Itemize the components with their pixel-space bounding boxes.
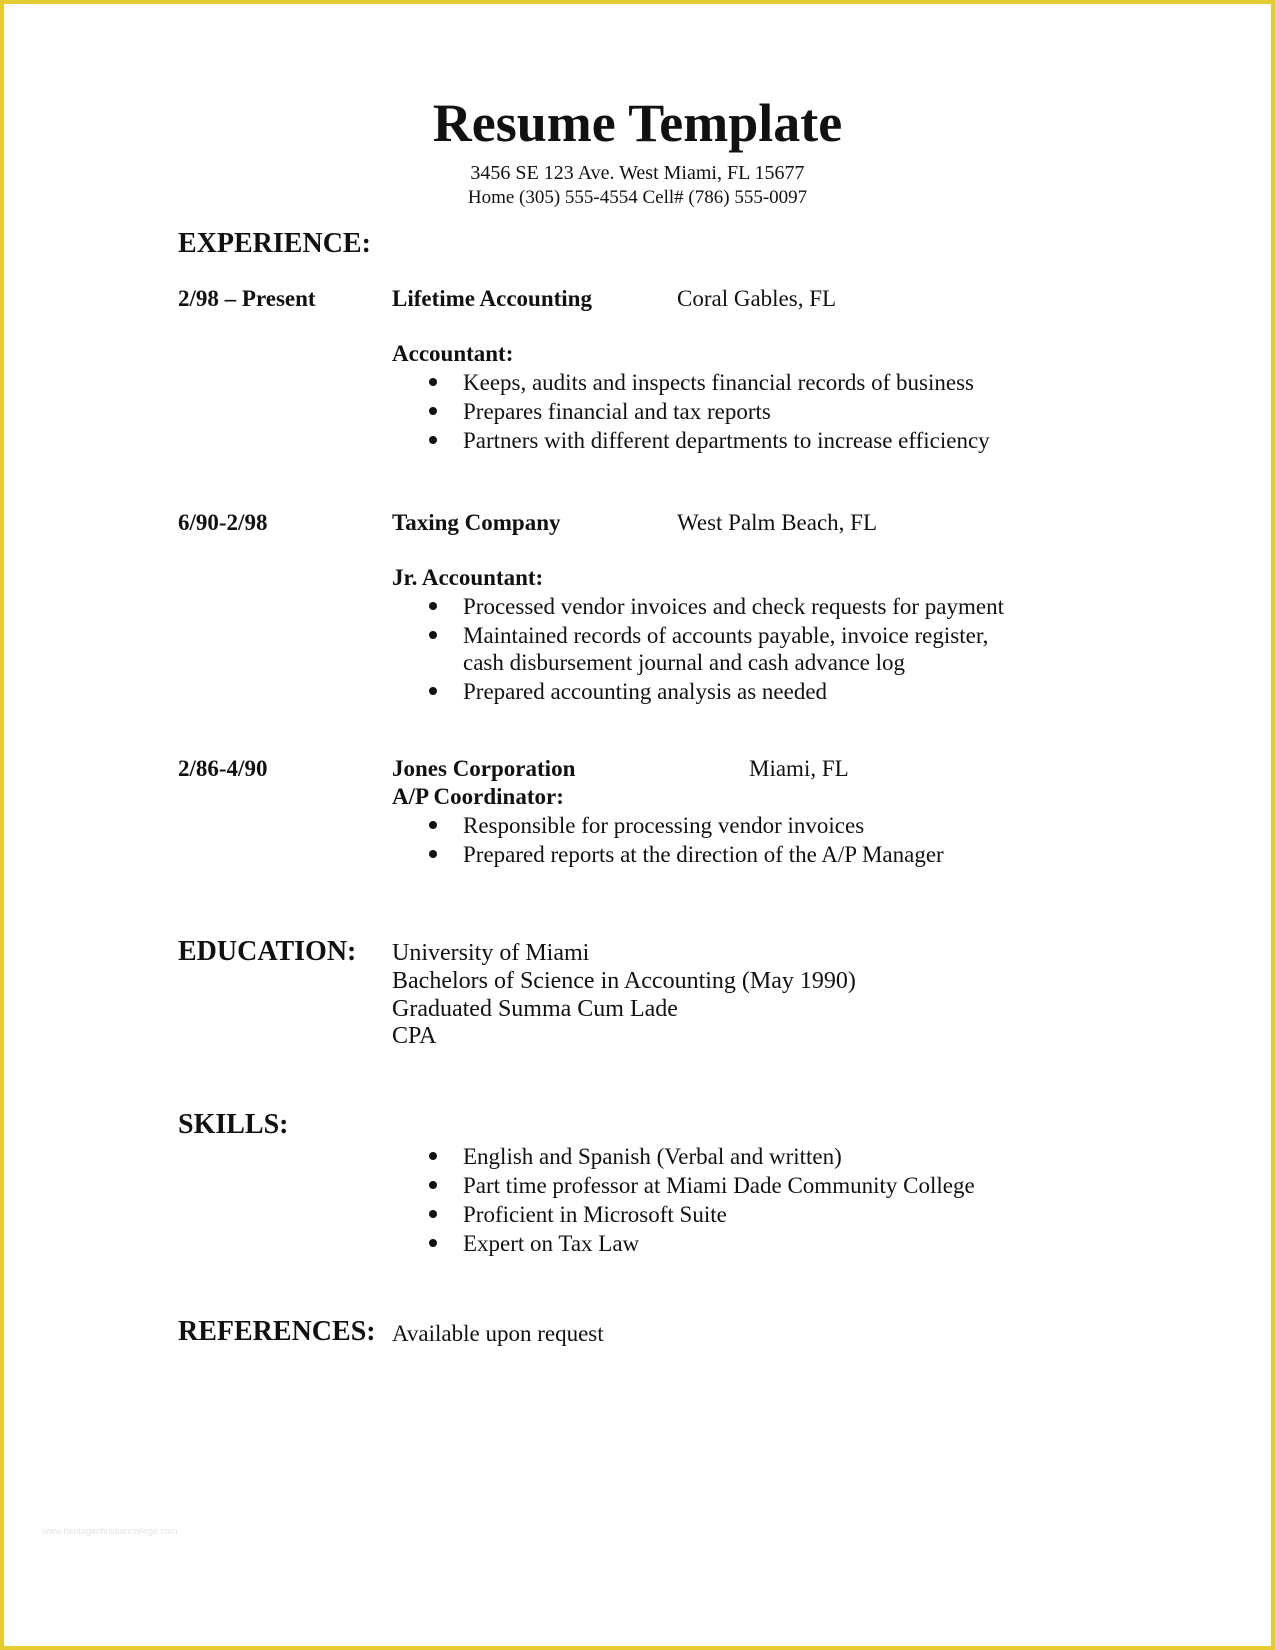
bullet-icon [429,850,437,858]
bullet-icon [429,602,437,610]
job-2-bullet-1: Processed vendor invoices and check requests for payment [463,594,1004,619]
skill-item-2: Part time professor at Miami Dade Community College [463,1173,975,1198]
bullet-icon [429,1181,437,1189]
job-1-company: Lifetime Accounting [392,286,592,311]
skill-item-3: Proficient in Microsoft Suite [463,1202,727,1227]
job-3-bullet-1: Responsible for processing vendor invoices [463,813,865,838]
job-1-role: Accountant: [392,341,514,366]
job-1-dates: 2/98 – Present [178,286,316,311]
job-2-location: West Palm Beach, FL [677,510,878,535]
education-line-3: Graduated Summa Cum Lade [392,996,678,1022]
skills-heading: SKILLS: [178,1109,289,1140]
job-2-bullet-2: Maintained records of accounts payable, invoice register, [463,623,989,648]
job-2-dates: 6/90-2/98 [178,510,268,535]
job-3-company: Jones Corporation [392,756,576,781]
skill-item-1: English and Spanish (Verbal and written) [463,1144,842,1169]
job-1-location: Coral Gables, FL [677,286,837,311]
address-line: 3456 SE 123 Ave. West Miami, FL 15677 [470,162,805,184]
job-3-location: Miami, FL [749,756,849,781]
job-3-bullet-2: Prepared reports at the direction of the A/P Manager [463,842,944,867]
page-title: Resume Template [432,93,843,153]
bullet-icon [429,1210,437,1218]
job-2-role: Jr. Accountant: [392,565,544,590]
bullet-icon [429,1239,437,1247]
job-1-bullet-1: Keeps, audits and inspects financial records of business [463,370,974,395]
bullet-icon [429,436,437,444]
education-line-1: University of Miami [392,940,590,966]
bullet-icon [429,378,437,386]
watermark: www.heritagechristiancollege.com [42,1526,178,1536]
job-1-bullet-2: Prepares financial and tax reports [463,399,771,424]
education-line-2: Bachelors of Science in Accounting (May 1990) [392,968,856,994]
job-2-company: Taxing Company [392,510,561,535]
job-3-dates: 2/86-4/90 [178,756,268,781]
references-text: Available upon request [392,1321,604,1346]
skill-item-4: Expert on Tax Law [463,1231,640,1256]
job-2-bullet-2-cont: cash disbursement journal and cash advance log [463,650,905,675]
bullet-icon [429,821,437,829]
job-3-role: A/P Coordinator: [392,784,564,809]
education-line-4: CPA [392,1023,437,1049]
references-heading: REFERENCES: [178,1316,376,1347]
job-1-bullet-3: Partners with different departments to increase efficiency [463,428,990,453]
experience-heading: EXPERIENCE: [178,228,371,259]
education-heading: EDUCATION: [178,936,357,967]
bullet-icon [429,631,437,639]
job-2-bullet-3: Prepared accounting analysis as needed [463,679,828,704]
phone-line: Home (305) 555-4554 Cell# (786) 555-0097 [467,187,808,208]
bullet-icon [429,687,437,695]
bullet-icon [429,407,437,415]
bullet-icon [429,1152,437,1160]
